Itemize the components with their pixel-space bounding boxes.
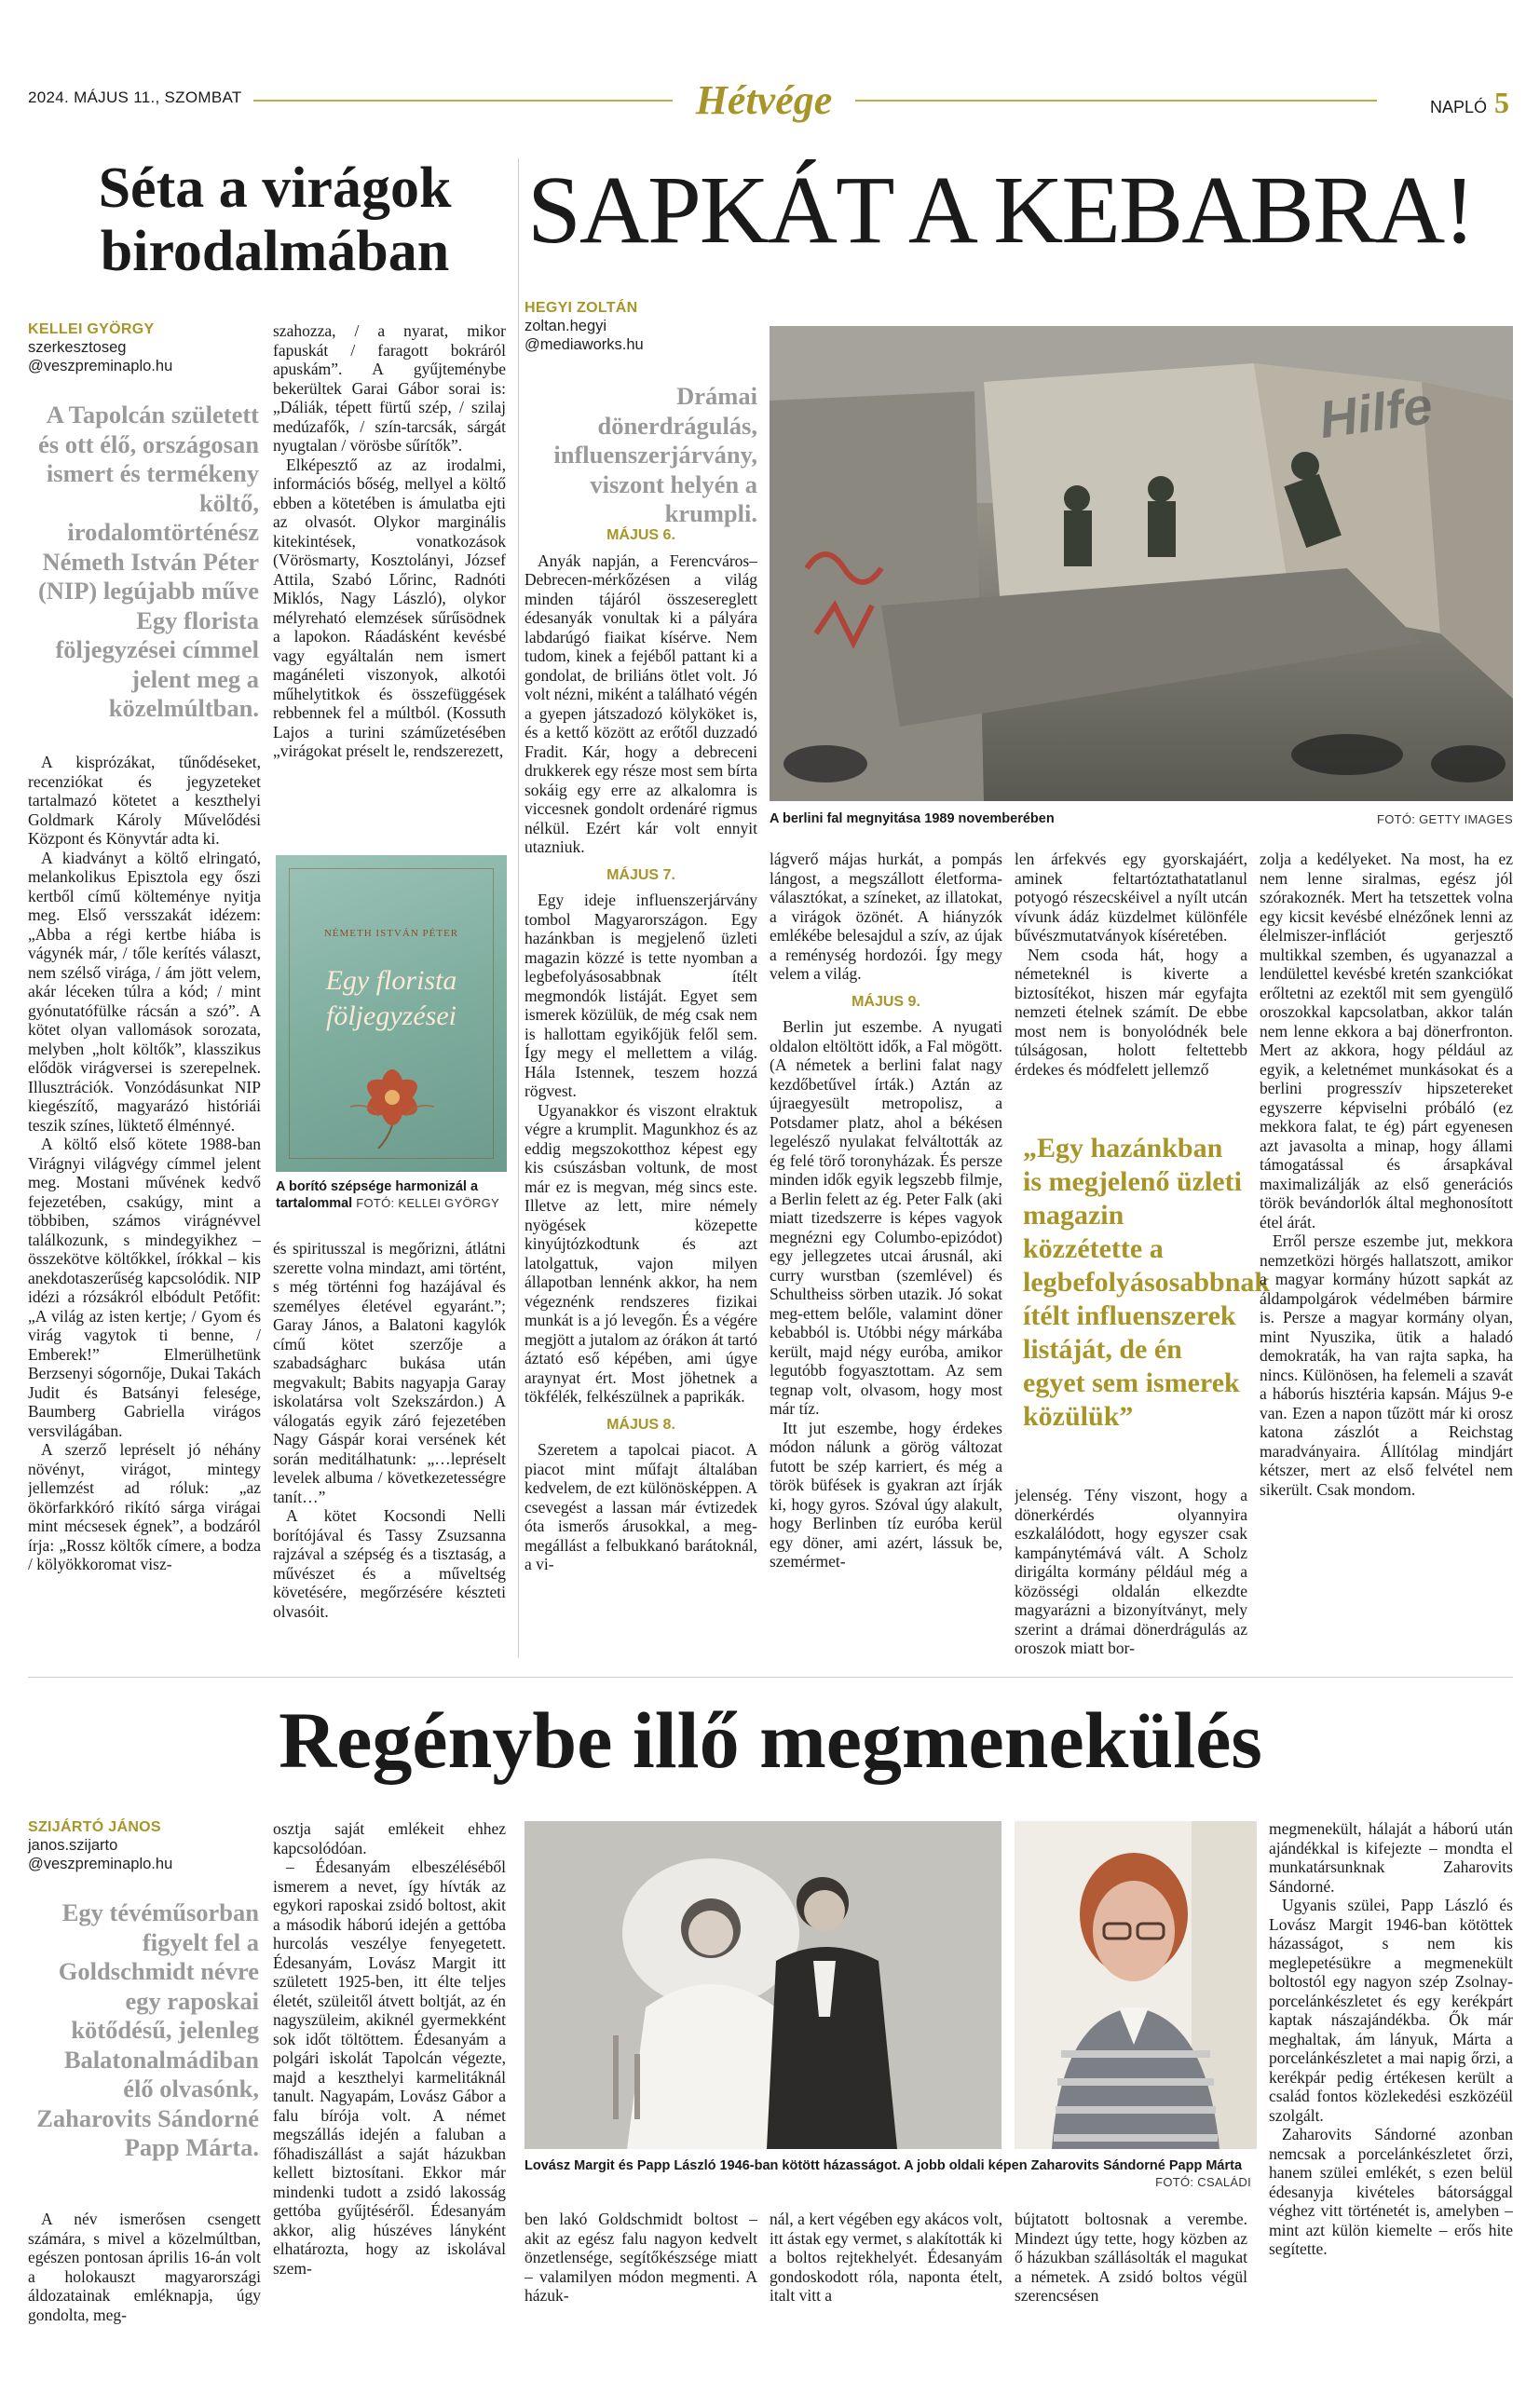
wall-graffiti-text: Hilfe [1315, 374, 1437, 450]
caption-credit: FOTÓ: CSALÁDI [1155, 2175, 1251, 2189]
article1-paragraph: A szerző lepréselt jó néhány növényt, virágot, mintegy jellemzést ad róluk: „az ökörfarkkóró rikító sárga virágai mint mécsesek égnek”, a bodzáról írja: „Rossz költők címere, a bodza / kölyökkoromat visz- [28, 1440, 261, 1573]
article2-paragraph: len árfekvés egy gyorskajáért, aminek feltartóztathatatlanul potyogó részecskéivel a nyílt utcán vívunk ádáz küzdelmet különféle bűvészmutatványok kíséretében. [1015, 850, 1247, 945]
article1-title [28, 156, 522, 283]
paper-name: NAPLÓ [1429, 98, 1487, 116]
article1-lead: A Tapolcán született és ott élő, országosan ismert és termékeny költő, irodalomtörténész Németh István Péter (NIP) legújabb műve Egy florista följegyzései címmel jelent meg a közelmúltban. [37, 401, 259, 722]
caption-credit: FOTÓ: KELLEI GYÖRGY [356, 1196, 500, 1210]
article1-paragraph: A kisprózákat, tűnődéseket, recenziókat és jegyzeteket tartalmazó kötetet a keszthelyi Goldmark Károly Művelődési Központ és Könyvtár adta ki. [28, 753, 261, 848]
section-divider [28, 1677, 1513, 1678]
article1-column2-bottom [273, 1239, 506, 1658]
wedding-photo [525, 1821, 1001, 2149]
article2-paragraph: zolja a kedélyeket. Na most, ha ez nem lenne siralmas, egész jól szórakoznék. Mert ha tetszettek volna egy kicsit kevésbé elnézőnek lenni az élelmiszer-inflációt gerjesztő multikkal szemben, és ugyanazzal a lendülettel kevésbé kretén szankciókat erőltetni az ezektől mit sem gyengülő oroszokkal kapcsolatban, akkor talán nem lenne ekkora a baj dönerfronton. Mert az akkora, hogy például az egyik, a keletnémet munkásokat és a berlini progresszív hipszetereket egyszerre képviselni próbáló (ez mekkora falat, te ég) párt egyenesen azt javasolta a minap, hogy állami támogatással és ársapkával maximalizálják az első generációs török bevándorlók által meghonosított étel árát. [1260, 850, 1513, 1231]
header-paper [1388, 86, 1509, 120]
article3-byline [28, 1819, 270, 1873]
article1-paragraph: szahozza, / a nyarat, mikor fapuskát / faragott bokráról apuskám”. A gyűjteménybe bekerültek Garai Gábor sorai is: „Dáliák, tépett fürtű szép, / szilaj medúzafők, / szín-tarcsák, sárgát nyugtalan / vörösbe sűrítők”. [273, 321, 506, 455]
article1-paragraph: A kiadványt a költő elringató, melankolikus Episztola egy őszi kertből című költeménye nyitja meg. Első versszakát idézem: „Abba a régi kertbe hiába is vágynék már, / tőle kerítés választ, nem szélső virága, / ám jött velem, akár léceken túlra a kód; / mint gyónutatófülke rácsán a szó”. A kötet olyan vallomások sorozata, melyben „holt költők”, klasszikus elődök virágversei is szerepelnek. Illusztrációk. Vonzódásunkat NIP kiegészítő, magyarázó históriái teszik színes, lüktető élménnyé. [28, 848, 261, 1135]
day-heading: MÁJUS 6. [606, 527, 675, 543]
article3-author-line1: janos.szijarto [28, 1837, 118, 1854]
article2-paragraph: Ugyanakkor és viszont elraktuk végre a krumplit. Magunkhoz és az eddig megszokotthoz képest egy kis csúszásban voltunk, de most már ez is megvan, még sincs este. Illetve az lett, mire némely nyögések közepette kinyújtózkodtunk és azt latolgattuk, vajon milyen állapotban lennénk akkor, ha nem végeznénk rendszeres fizikai munkát is a jó levegőn. És a végére megjött a jutalom az órákon át tartó áztató eső képében, ami úgye araynyat ért. Most jöhetnek a tökfélék, felkészülnek a paprikák. [525, 1100, 757, 1406]
article1-paragraph: és spiritusszal is megőrizni, átlátni szerette volna mindazt, ami történt, s még történni fog hazájával és személyes életével egyaránt.”; Garay János, a Balatoni kagylók című kötet szerzője a szabadságharc bukása után megvakult; Babits nagyapja Garay iskolatársa volt Szekszárdon.) A válogatás egyik záró fejezetében Nagy Gáspár korai versének két során meditálhatunk: „…lepréselt levelek albuma / következetességre tanít…” [273, 1239, 506, 1506]
article2-paragraph: Erről persze eszembe jut, mekkora nemzetközi hörgés hallatszott, amikor a magyar kormány húzott sapkát az áldampolgárok védelmében bármire is. Persze a magyar kormány olyan, mint Nyuszika, ütik a haladó demokraták, ha van rajta sapka, ha nincs. Különösen, ha felemeli a szavát a háborús hisztéria kapsán. Május 9-e van. Ezen a napon tűzött már ki orosz katona zászlót a Reichstag maradványaira. Állítólag mindjárt kétszer, mert az első felvétel nem sikerült. Csak mondom. [1260, 1231, 1513, 1499]
article1-paragraph: A költő első kötete 1988-ban Virágnyi világvégy címmel jelent meg. Mostani művének kedvő fejezetében, csakúgy, mint a többiben, számos virágnévvel találkozunk, s mindegyikhez – összekötve költőkkel, írókkal – kis anekdotaszerűség kapcsolódik. NIP idézi a rózsákról elbódult Petőfit: „A világ az isten kertje; / Gyom és virág vagytok ti benne, / Emberek!” Elmerülhetünk Berzsenyi sógornője, Dukai Takách Judit és Batsányi felesége, Baumberg Gabriella virágos versvilágában. [28, 1135, 261, 1440]
flower-illustration-icon [332, 1051, 453, 1153]
article1-column1 [28, 753, 261, 1658]
portrait-photo [1015, 1821, 1257, 2149]
article3-author: SZIJÁRTÓ JÁNOS [28, 1819, 161, 1835]
berlin-photo-caption [770, 810, 1513, 827]
article2-paragraph: Itt jut eszembe, hogy érdekes módon nálunk a görög változat futott be szép karriert, és még a török büfések is gyakran azt írják ki, hogy gyros. Szóval úgy alakult, hogy Berlinben tíz euróba kerül egy döner, ami azért, lássuk be, szemérmet- [770, 1418, 1002, 1571]
article2-author-line1: zoltan.hegyi [525, 318, 607, 334]
article3-photo-caption [525, 2157, 1251, 2189]
day-heading: MÁJUS 7. [606, 866, 675, 883]
article3-paragraph: – Édesanyám elbeszéléséből ismerem a nevet, így hívták az egykori raposkai zsidó boltost, akit a második háború idején a gettóba hurcolás veszélye fenyegetett. Édesanyám, Lovász Margit itt született 1925-ben, itt élte teljes életét, szüleitől átvett boltját, az én nagyszüleim, akiknél gyermekként sok időt töltöttem. Édesanyám a polgári iskolát Tapolcán végezte, majd a keszthelyi karmelitáknál tanult. Nagyapám, Lovász Gábor a falu bírója volt. A német megszállás idején a faluban a főhadiszállást a saját házukban kellett biztosítani. Ekkor már mindenki tudott a zsidó lakosság gettóba gyűjtéséről. Édesanyám akkor, alig húszéves lányként elhatározta, hogy az iskolával szem- [273, 1857, 506, 2278]
article2-paragraph: Egy ideje influenszerjárvány tombol Magyarországon. Egy hazánkban is megjelenő üzleti magazin közzé is tette nyomban a legbefolyásosabbnak ítélt megmondók listáját. Egyet sem ismerek közülük, de még csak nem is hallottam egyikőjük felől sem. Így megy el mellettem a világ. Hála Istennek, teszem hozzá rögvest. [525, 891, 757, 1100]
article1-title-line2: birodalmában [100, 220, 450, 283]
article1-byline [28, 321, 270, 375]
header-date: 2024. MÁJUS 11., SZOMBAT [28, 88, 242, 106]
article3-paragraph: A név ismerősen csengett számára, s mivel a közelmúltban, egészen pontosan április 16-án volt a holokauszt magyarországi áldozatainak emléknapja, úgy gondolta, meg- [28, 2210, 261, 2324]
section-title: Hétvége [695, 77, 833, 123]
article3-title: Regénybe illő megmenekülés [279, 1695, 1262, 1785]
article2-pull-quote: „Egy hazánkban is megjelenő üzleti magazin közzétette a legbefolyásosabbnak ítélt influenszerek listáját, de én egyet sem ismerek közülük” [1023, 1133, 1271, 1432]
article3-column-right [1269, 1819, 1513, 2397]
page-header [0, 0, 1526, 130]
article1-column2-top [273, 321, 506, 838]
caption-credit: FOTÓ: GETTY IMAGES [1376, 812, 1513, 826]
article1-paragraph: A kötet Kocsondi Nelli borítójával és Tassy Zsuzsanna rajzával a szépség és a tisztaság, a művészet és a műveltség követésére, megőrzésére készteti olvasóit. [273, 1506, 506, 1621]
header-rule-right [855, 100, 1377, 102]
article3-paragraph: nál, a kert végében egy akácos volt, itt ástak egy vermet, s alakították ki a boltos rejtekhelyét. Édesanyám gondoskodott róla, naponta ételt, italt vitt a [770, 2210, 1002, 2305]
article3-paragraph: bújtatott boltosnak a verembe. Mindezt úgy tette, hogy közben az ő házukban szállásolták el magukat a németek. A zsidó boltos végül szerencsésen [1015, 2210, 1247, 2305]
article3-under-photo-col1 [525, 2210, 757, 2396]
article2-paragraph: Anyák napján, a Ferencváros–Debrecen-mérkőzésen a világ minden tájáról összesereglett édesanyák vonultak ki a pályára labdarúgó fiaikat kísérve. Nem tudom, kinek a fejéből pattant ki a gondolat, de briliáns ötlet volt. Jó volt nézni, miként a található végén a gyepen játszadozó kölyköket is, és a kettő között az erőtől duzzadó Fradit. Kár, hogy a debreceni drukkerek egy része most sem bírta sokáig egy erre az alkalomra is viccesnek gondolt ordenáré rigmus nélkül. Ezért kár volt ennyit utazniuk. [525, 551, 757, 856]
article2-column-c-bottom [1015, 1486, 1247, 1658]
article3-column2 [273, 1819, 506, 2397]
article2-paragraph: jelenség. Tény viszont, hogy a dönerkérdés olyannyira eszkalálódott, hogy egyszer csak kampánytémává vált. A Scholz dirigálta kormány például még a közösségi oldalán elkezdte magyarázni a bizonyítványt, mely szerint a drámai dönerdrágulás az oroszok miatt bor- [1015, 1486, 1247, 1657]
page-number: 5 [1494, 86, 1509, 119]
caption-text: A borító szépsége harmonizál a tartalommal [276, 1179, 479, 1211]
article2-title: SAPKÁT A KEBABRA! [527, 156, 1474, 264]
article3-under-photo-col3 [1015, 2210, 1247, 2396]
article2-paragraph: Berlin jut eszembe. A nyugati oldalon eltöltött idők, a Fal mögött. (A németek a berlini falat nagy kezdőbetűvel írták.) Aztán az újraegyesült metropolisz, a Potsdamer platz, ahol a békésen legelésző nyulakat felváltották az ég felé törő toronyházak. És persze minden idők egyik legszebb filmje, a Berlin felett az ég. Peter Falk (aki miatt tizedszerre is képes vagyok megnézni egy Columbo-epizódot) egy jellegzetes utcai árusnál, aki curry wurstban (szemlével) és Schultheiss sörben utazik. Jó sokat meg-ettem belőle, valamint döner kebabból is. Utóbbi négy márkába került, majd négy euróba, amikor legutóbb fogyasztottam. Az sem tegnap volt, olvasom, hogy most már tíz. [770, 1017, 1002, 1418]
berlin-wall-photo [770, 326, 1513, 801]
article2-column-a [525, 526, 757, 1658]
column-divider [518, 158, 519, 1658]
header-rule-left [253, 100, 673, 102]
article3-paragraph: osztja saját emlékeit ehhez kapcsolódóan. [273, 1819, 506, 1857]
caption-text: A berlini fal megnyitása 1989 novemberében [770, 811, 1055, 826]
article2-column-b [770, 850, 1002, 1658]
article3-paragraph: megmenekült, hálaját a háború után ajándékkal is kifejezte – mondta el munkatársunknak Zaharovits Sándorné. [1269, 1819, 1513, 1896]
article2-paragraph: Szeretem a tapolcai piacot. A piacot mint műfajt általában kedvelem, de ezt különösképpen. A csevegést a lassan már évtizedek óta ismerős árusokkal, a meg-megállást a felbukkanó barátoknál, a vi- [525, 1440, 757, 1573]
woman-portrait-icon [1015, 1821, 1257, 2149]
article2-author-email[interactable]: @mediaworks.hu [525, 336, 644, 353]
article3-under-photo-col2 [770, 2210, 1002, 2396]
book-cover-caption [276, 1178, 509, 1212]
article2-column-d [1260, 850, 1513, 1658]
article3-paragraph: Ugyanis szülei, Papp László és Lovász Margit 1946-ban kötöttek házasságot, s nem kis meglepetésükre a megmenekült boltostól egy nagyon szép Zsolnay-porcelánkészletet és egy kerékpárt kaptak nászajándékba. Ők már meghaltak, ám lányuk, Márta a porcelánkészletet a mai napig őrzi, a kerékpár pedig értékesen került a család fontos közlekedési eszközéül szolgált. [1269, 1896, 1513, 2125]
article1-author-email[interactable]: @veszpreminaplo.hu [28, 358, 173, 374]
article1-author: KELLEI GYÖRGY [28, 321, 155, 337]
book-cover-title1: Egy florista [325, 965, 457, 996]
article3-column1 [28, 2210, 261, 2396]
article1-title-line1: Séta a virágok [98, 156, 452, 220]
article3-author-email[interactable]: @veszpreminaplo.hu [28, 1856, 173, 1872]
article1-paragraph: Elképesztő az az irodalmi, információs bőség, mellyel a költő ebben a kötetében is ámulatba ejti az olvasót. Olykor marginális kitekintések, vonatkozások (Vörösmarty, Kosztolányi, József Attila, Szabó Lőrinc, Radnóti Miklós, Nagy László), olykor mélyreható elemzések sűrűsödnek a lapokon. Ráadásként kevésbé vagy egyáltalán nem ismert magánéleti viszonyok, alkotói műhelytitkok és összefüggések rebbennek fel a múltból. (Kossuth Lajos a turini száműzetésében „virágokat préselt le, rendszerezett, [273, 455, 506, 760]
caption-text: Lovász Margit és Papp László 1946-ban kötött házasságot. A jobb oldali képen Zaharovits Sándorné Papp Márta [525, 2158, 1243, 2173]
article2-column-c-top [1015, 850, 1247, 1129]
article1-author-role: szerkesztoseg [28, 339, 127, 356]
article2-byline [525, 300, 767, 354]
book-cover-image [276, 855, 507, 1172]
article2-paragraph: lágverő májas hurkát, a pompás lángost, a megszállott életforma-választókat, a színeket, az illatokat, a virágok özönét. A hiányzók emlékébe belesajdul a szív, az újak a reménység hordozói. Így megy velem a világ. [770, 850, 1002, 983]
article3-lead: Egy tévéműsorban figyelt fel a Goldschmidt névre egy raposkai kötődésű, jelenleg Balatonalmádiban élő olvasónk, Zaharovits Sándorné Papp Márta. [36, 1898, 259, 2161]
wedding-couple-icon [525, 1821, 1001, 2149]
day-heading: MÁJUS 8. [606, 1416, 675, 1433]
article2-paragraph: Nem csoda hát, hogy a németeknél is kiverte a biztosítékot, hiszen már egyfajta nemzeti ételnek számít. De ebbe most nem is bonyolódnék bele túlságosan, holott feltettebb érdekes és módfelett jellemző [1015, 945, 1247, 1079]
book-cover-author: NÉMETH ISTVÁN PÉTER [323, 928, 459, 939]
article2-author: HEGYI ZOLTÁN [525, 300, 638, 316]
book-cover-title2: följegyzései [326, 1000, 456, 1031]
article3-paragraph: ben lakó Goldschmidt boltost – akit az egész falu nagyon kedvelt önzetlensége, segítőkészsége miatt – valamilyen módon megmenti. A házuk- [525, 2210, 757, 2305]
article3-paragraph: Zaharovits Sándorné azonban nemcsak a porcelánkészletet őrzi, hanem szülei emlékét, s ezen belül édesanyja kivételes bátorsággal véghez vitt történetét is, amelyben – mint azt külön kiemelte – erős hite segítette. [1269, 2125, 1513, 2258]
day-heading: MÁJUS 9. [852, 993, 920, 1010]
article2-lead: Drámai dönerdrágulás, influenszerjárvány, viszont helyén a krumpli. [553, 382, 757, 527]
